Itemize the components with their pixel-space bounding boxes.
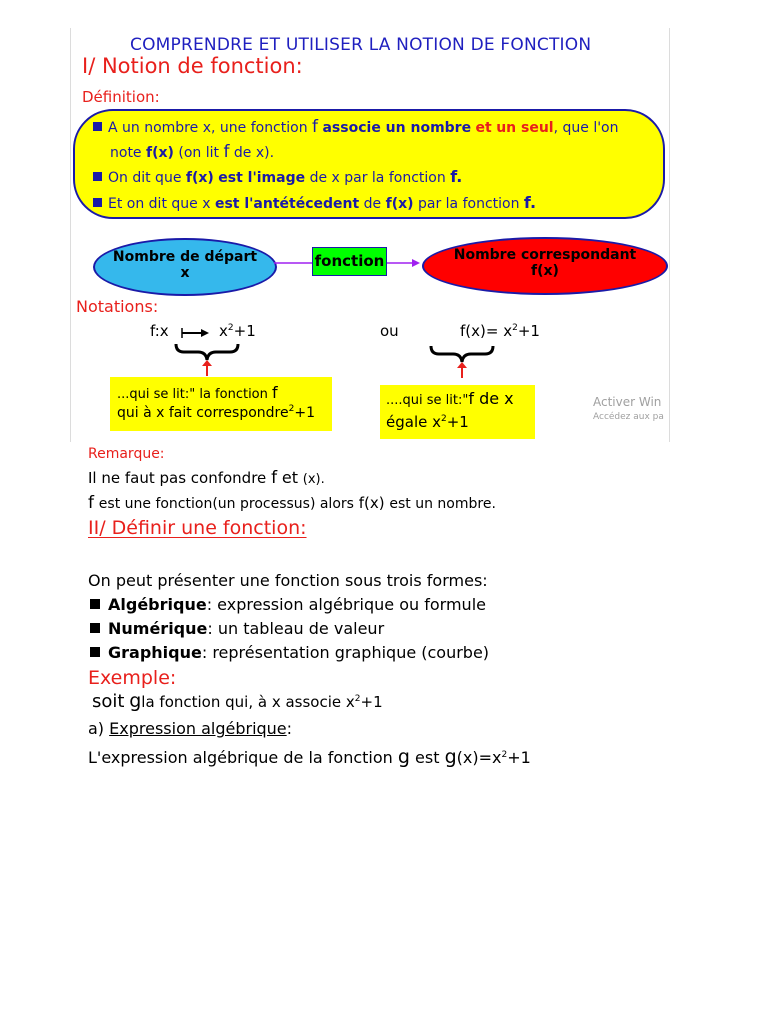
arrow-head-icon (412, 259, 420, 267)
result-number-ellipse: Nombre correspondant f(x) (422, 237, 668, 295)
ou-label: ou (380, 322, 399, 340)
bullet-square-icon (93, 198, 102, 207)
maps-to-arrow-icon (180, 326, 210, 340)
bullet-square-icon (90, 623, 100, 633)
definition-line-1: A un nombre x, une fonction f associe un nombre et un seul, que l'on (93, 117, 619, 137)
read-box-1: ...qui se lit:" la fonction f qui à x fait correspondre$^2$+1 (110, 377, 332, 431)
notation-1-right: $x^2+1$ (219, 322, 256, 340)
watermark-line-2: Accédez aux pa (593, 412, 664, 422)
definition-line-3: On dit que f(x) est l'image de x par la fonction f. (93, 167, 462, 186)
definition-line-4: Et on dit que x est l'antétécedent de f(x) par la fonction f. (93, 193, 536, 212)
notations-label: Notations: (76, 297, 159, 316)
bullet-square-icon (90, 647, 100, 657)
bullet-square-icon (90, 599, 100, 609)
brace-icon-1 (170, 342, 250, 378)
exemple-line-1: soit gla fonction qui, à x associe $x^2+1$ (92, 690, 383, 712)
definition-line-2: note f(x) (on lit f de x). (110, 142, 275, 162)
bullet-square-icon (93, 172, 102, 181)
start-number-ellipse: Nombre de départ x (93, 238, 277, 296)
remarque-line-2: f est une fonction(un processus) alors f(x) est un nombre. (88, 493, 496, 513)
exemple-line-3: L'expression algébrique de la fonction g est $g(x)=x^2+1$ (88, 746, 531, 768)
definition-label: Définition: (82, 88, 160, 106)
remarque-line-1: Il ne faut pas confondre f et (x). (88, 468, 325, 488)
bullet-square-icon (93, 122, 102, 131)
section1-heading: I/ Notion de fonction: (82, 54, 303, 78)
exemple-line-2: a) Expression algébrique: (88, 719, 293, 738)
form-item-numerique: Numérique: un tableau de valeur (90, 619, 384, 638)
read-box-2: ....qui se lit:"f de x égale $x^2+1$ (380, 385, 535, 439)
notation-1: f:x (150, 322, 169, 340)
remarque-label: Remarque: (88, 446, 165, 462)
exemple-label: Exemple: (88, 667, 177, 689)
form-item-algebrique: Algébrique: expression algébrique ou formule (90, 595, 486, 614)
form-item-graphique: Graphique: représentation graphique (courbe) (90, 643, 489, 662)
brace-icon-2 (425, 344, 505, 380)
section2-heading: II/ Définir une fonction: (88, 517, 307, 539)
notation-2: $f(x)= x^2+1$ (460, 322, 540, 340)
watermark-line-1: Activer Win (593, 395, 662, 409)
fonction-box: fonction (312, 247, 387, 276)
section2-intro: On peut présenter une fonction sous trois formes: (88, 571, 488, 590)
document-title: COMPRENDRE ET UTILISER LA NOTION DE FONCTION (130, 35, 592, 55)
